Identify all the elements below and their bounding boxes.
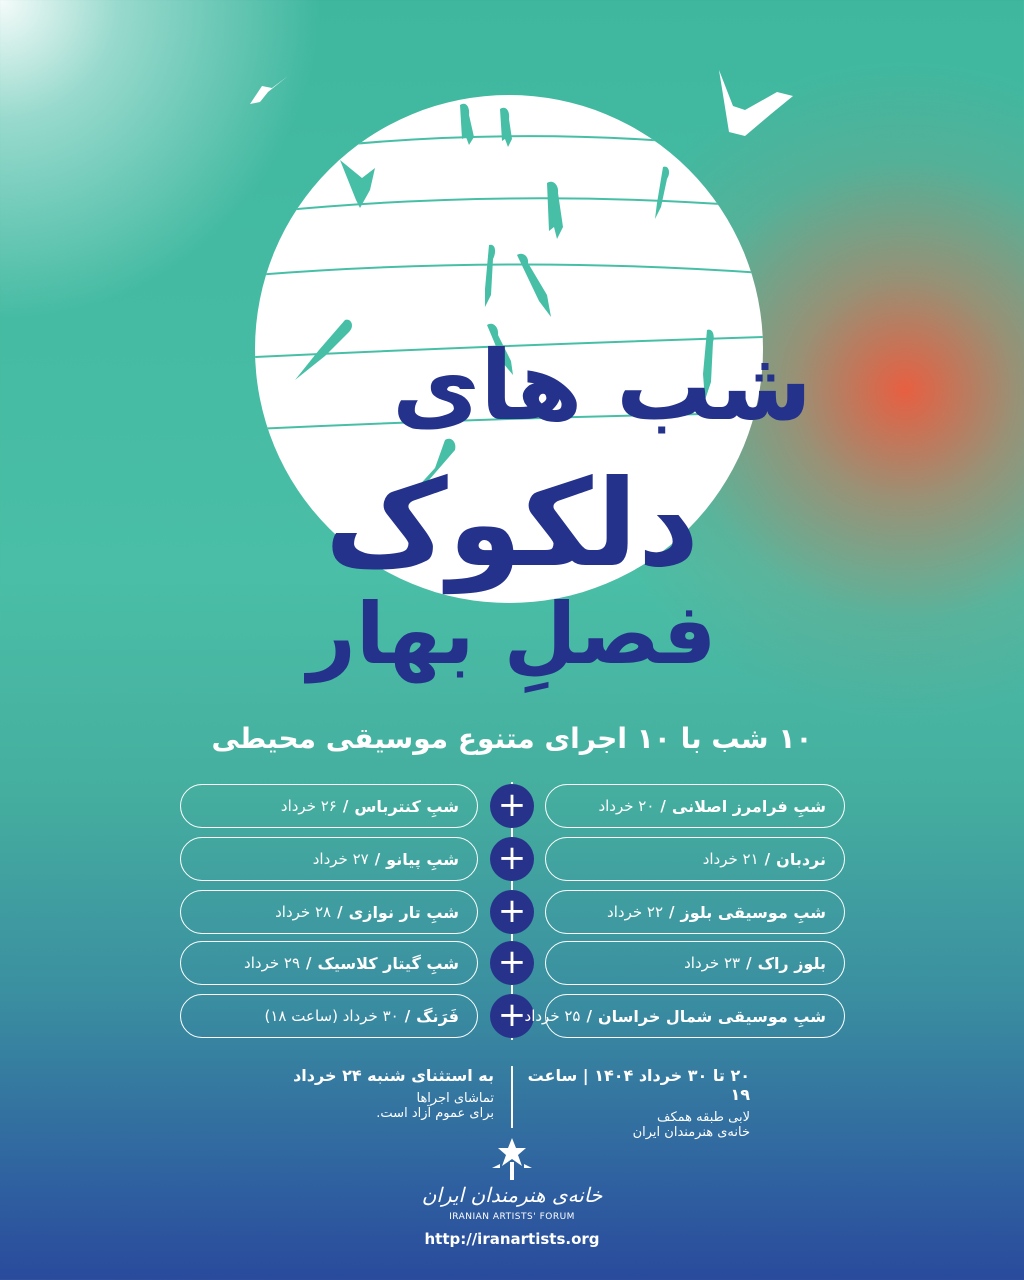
schedule-item <box>545 890 845 934</box>
info-left <box>254 1066 494 1121</box>
schedule-item <box>180 994 478 1038</box>
separator: / <box>669 903 675 921</box>
title-line-1: شب های <box>391 330 813 442</box>
info-divider <box>511 1066 513 1128</box>
info-right <box>520 1066 750 1140</box>
event-name: بلوز راک <box>757 953 826 973</box>
venue-line-1: لابی طبقه همکف <box>657 1110 750 1125</box>
plus-icon: + <box>490 890 534 934</box>
schedule-item <box>545 941 845 985</box>
event-date: ۲۵ خرداد <box>524 1007 581 1025</box>
separator: / <box>337 903 343 921</box>
separator: / <box>306 954 312 972</box>
event-name: شبِ کنترباس <box>354 796 459 816</box>
logo-text-fa: خانه‌ی هنرمندان ایران <box>421 1183 603 1207</box>
separator: / <box>746 954 752 972</box>
event-name: شبِ گیتار کلاسیک <box>317 953 459 973</box>
event-name: شبِ فرامرز اصلانی <box>671 796 826 816</box>
event-name: فَرَنگ <box>416 1006 459 1026</box>
schedule-item <box>545 837 845 881</box>
event-date: ۲۷ خرداد <box>312 850 369 868</box>
event-dates: ۲۰ تا ۳۰ خرداد ۱۴۰۴ | ساعت ۱۹ <box>527 1066 750 1104</box>
schedule-item <box>545 784 845 828</box>
schedule-item <box>180 784 478 828</box>
website-link[interactable]: http://iranartists.org <box>424 1230 600 1248</box>
event-date: ۲۶ خرداد <box>280 797 337 815</box>
event-date: ۳۰ خرداد (ساعت ۱۸) <box>264 1007 399 1025</box>
event-date: ۲۲ خرداد <box>607 903 664 921</box>
event-date: ۲۳ خرداد <box>684 954 741 972</box>
separator: / <box>342 797 349 815</box>
event-name: شبِ موسیقی شمال خراسان <box>597 1006 826 1026</box>
exception-note: به استثنای شنبه ۲۴ خرداد <box>293 1066 494 1085</box>
plus-icon: + <box>490 837 534 881</box>
event-name: شبِ پیانو <box>386 849 459 869</box>
free-line-2: برای عموم آزاد است. <box>376 1106 494 1121</box>
event-date: ۲۱ خرداد <box>702 850 759 868</box>
schedule-item <box>524 994 845 1038</box>
schedule-item <box>180 941 478 985</box>
iranian-artists-forum-logo-icon <box>488 1138 536 1182</box>
event-name: شبِ موسیقی بلوز <box>680 902 826 922</box>
separator: / <box>374 850 381 868</box>
event-date: ۲۹ خرداد <box>244 954 301 972</box>
flying-bird-icon <box>715 70 795 140</box>
plus-icon: + <box>490 784 534 828</box>
schedule-item <box>180 890 478 934</box>
separator: / <box>764 850 771 868</box>
plus-icon: + <box>490 994 534 1038</box>
separator: / <box>660 797 666 815</box>
separator: / <box>586 1007 592 1025</box>
title-line-3: فصلِ بهار <box>307 585 717 683</box>
subtitle: ۱۰ شب با ۱۰ اجرای متنوع موسیقی محیطی <box>211 722 813 755</box>
title-line-2: دلکوک <box>324 455 700 594</box>
separator: / <box>404 1007 411 1025</box>
logo-text-en: IRANIAN ARTISTS' FORUM <box>449 1212 575 1222</box>
schedule-item <box>180 837 478 881</box>
event-date: ۲۰ خرداد <box>598 797 655 815</box>
flying-bird-icon <box>248 74 290 108</box>
free-line-1: تماشای اجراها <box>416 1091 494 1106</box>
event-date: ۲۸ خرداد <box>275 903 332 921</box>
plus-icon: + <box>490 941 534 985</box>
venue-line-2: خانه‌ی هنرمندان ایران <box>632 1125 750 1140</box>
event-name: شبِ تار نوازی <box>348 902 459 922</box>
event-name: نردبان <box>776 849 826 869</box>
